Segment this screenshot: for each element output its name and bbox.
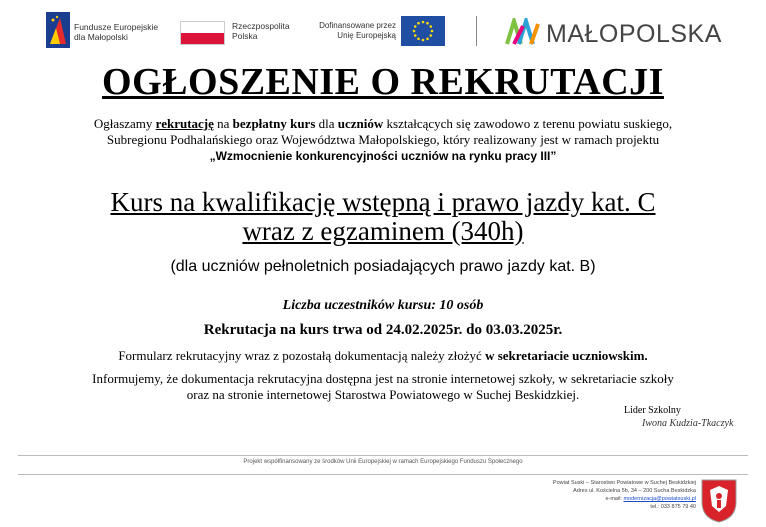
footer-divider-bottom — [18, 474, 748, 475]
eu-flag — [401, 16, 445, 46]
leader-signature: Iwona Kudzia-Tkaczyk — [642, 418, 734, 429]
intro-line2: Subregionu Podhalańskiego oraz Województwa Małopolskiego, który realizowany jest w ramach projektu — [106, 132, 660, 147]
ue-line1: Dofinansowane przez — [319, 21, 396, 30]
footer-addr-line1: Powiat Suski – Starostwo Powiatowe w Suchej Beskidzkiej — [552, 480, 696, 486]
page-title: OGŁOSZENIE O REKRUTACJI — [102, 61, 664, 103]
poland-text — [232, 21, 290, 41]
course-title-line2: wraz z egzaminem (340h) — [242, 216, 524, 246]
footer-address — [500, 479, 696, 511]
footer-addr-line2: Adres ul. Kościelna 5b, 34 – 200 Sucha Beskidzka — [573, 488, 696, 494]
course-title-line1: Kurs na kwalifikację wstępną i prawo jazdy kat. C — [110, 187, 656, 217]
malopolska-text: MAŁOPOLSKA — [546, 20, 722, 48]
poland-flag — [180, 21, 225, 45]
intro-paragraph — [20, 116, 746, 164]
participants-count: Liczba uczestników kursu: 10 osób — [282, 298, 484, 313]
pl-line2: Polska — [232, 31, 258, 41]
funding-note: Projekt współfinansowany ze środków Unii Europejskiej w ramach Europejskiego Funduszu Społecznego — [243, 459, 523, 465]
fundusze-europejskie-logo — [46, 12, 70, 48]
leader-label: Lider Szkolny — [624, 405, 681, 416]
course-subtitle: (dla uczniów pełnoletnich posiadających prawo jazdy kat. B) — [170, 258, 596, 275]
intro-text-g: kształcących się zawodowo z terenu powiatu suskiego, — [383, 116, 673, 131]
form-info — [0, 348, 766, 364]
fe-logo-text — [74, 22, 158, 42]
documentation-info — [20, 371, 746, 403]
logo-divider — [476, 16, 477, 46]
malopolska-logo — [505, 18, 541, 46]
footer-phone: tel.: 033 875 79 40 — [650, 504, 696, 510]
intro-text-a: Ogłaszamy — [93, 116, 156, 131]
intro-recruitment: rekrutację — [155, 116, 214, 131]
fe-logo-line1: Fundusze Europejskie — [74, 22, 159, 32]
intro-free-course: bezpłatny kurs — [232, 116, 316, 131]
pl-line1: Rzeczpospolita — [232, 21, 290, 31]
coat-of-arms-icon — [700, 478, 738, 523]
eu-funding-text — [310, 21, 396, 41]
info-line2: oraz na stronie internetowej Starostwa Powiatowego w Suchej Beskidzkiej. — [186, 387, 580, 402]
recruitment-dates: Rekrutacja na kurs trwa od 24.02.2025r. do 03.03.2025r. — [203, 322, 563, 338]
footer-email-link[interactable]: modernizacja@powiatsuski.pl — [623, 496, 696, 502]
form-location: w sekretariacie uczniowskim. — [485, 348, 648, 363]
project-name: „Wzmocnienie konkurencyjności uczniów na rynku pracy III” — [209, 149, 557, 163]
footer-email-line — [500, 495, 696, 503]
form-text: Formularz rekrutacyjny wraz z pozostałą dokumentacją należy złożyć — [118, 348, 486, 363]
footer-email-label: e-mail: — [605, 496, 624, 502]
ue-line2: Unię Europejską — [337, 31, 396, 40]
logo-bar — [0, 0, 766, 58]
footer-divider-top — [18, 455, 748, 456]
intro-text-c: na — [213, 116, 233, 131]
intro-text-e: dla — [315, 116, 338, 131]
info-line1: Informujemy, że dokumentacja rekrutacyjna dostępna jest na stronie internetowej szkoły, w sekretariacie szkoły — [92, 371, 674, 386]
fe-logo-line2: dla Małopolski — [74, 32, 128, 42]
intro-line1 — [20, 116, 746, 132]
intro-students: uczniów — [337, 116, 384, 131]
course-title — [0, 188, 766, 246]
